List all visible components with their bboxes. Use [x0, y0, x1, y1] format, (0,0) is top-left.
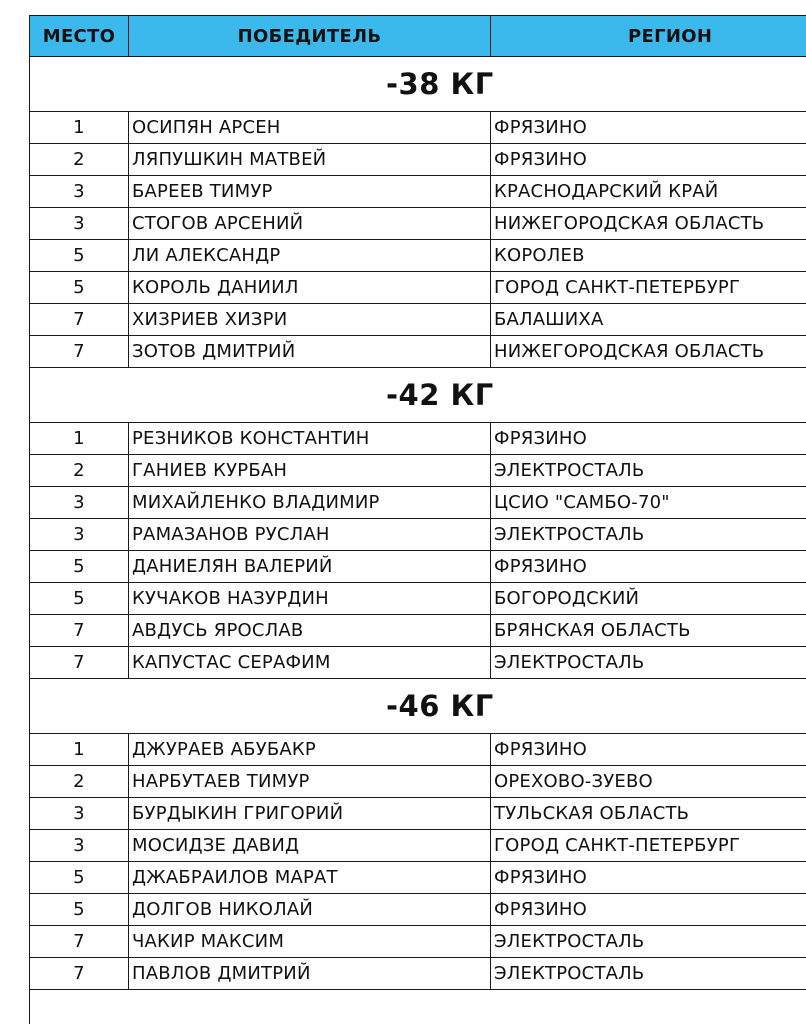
winner-cell: БУРДЫКИН ГРИГОРИЙ — [129, 798, 491, 830]
table-row — [30, 647, 806, 679]
place-cell: 3 — [30, 798, 129, 830]
region-cell: КОРОЛЕВ — [491, 240, 806, 272]
winner-cell: ДОЛГОВ НИКОЛАЙ — [129, 894, 491, 926]
table-row — [30, 830, 806, 862]
place-cell: 3 — [30, 176, 129, 208]
region-cell: КРАСНОДАРСКИЙ КРАЙ — [491, 176, 806, 208]
winner-cell: ОСИПЯН АРСЕН — [129, 112, 491, 144]
region-cell: ЭЛЕКТРОСТАЛЬ — [491, 926, 806, 958]
place-cell: 2 — [30, 766, 129, 798]
region-cell: ЭЛЕКТРОСТАЛЬ — [491, 958, 806, 990]
weight-category-row — [30, 57, 806, 112]
region-cell: БАЛАШИХА — [491, 304, 806, 336]
table-body — [30, 57, 806, 1024]
table-row — [30, 615, 806, 647]
place-cell: 7 — [30, 336, 129, 368]
place-cell: 7 — [30, 926, 129, 958]
weight-category-label: -42 КГ — [30, 368, 806, 423]
place-cell: 3 — [30, 487, 129, 519]
results-table — [29, 15, 806, 1024]
place-cell: 5 — [30, 894, 129, 926]
region-cell: ЭЛЕКТРОСТАЛЬ — [491, 647, 806, 679]
place-cell: 7 — [30, 647, 129, 679]
winner-cell: ЧАКИР МАКСИМ — [129, 926, 491, 958]
table-row — [30, 208, 806, 240]
region-cell: ЦСИО "САМБО-70" — [491, 487, 806, 519]
table-row — [30, 487, 806, 519]
region-cell: ТУЛЬСКАЯ ОБЛАСТЬ — [491, 798, 806, 830]
region-cell: НИЖЕГОРОДСКАЯ ОБЛАСТЬ — [491, 336, 806, 368]
place-cell: 1 — [30, 112, 129, 144]
table-row — [30, 336, 806, 368]
winner-cell: ДАНИЕЛЯН ВАЛЕРИЙ — [129, 551, 491, 583]
winner-cell: КАПУСТАС СЕРАФИМ — [129, 647, 491, 679]
region-cell: ФРЯЗИНО — [491, 862, 806, 894]
table-row — [30, 519, 806, 551]
winner-cell: ГАНИЕВ КУРБАН — [129, 455, 491, 487]
table-row — [30, 176, 806, 208]
table-row — [30, 112, 806, 144]
place-cell: 7 — [30, 304, 129, 336]
region-cell: ФРЯЗИНО — [491, 423, 806, 455]
place-cell: 3 — [30, 208, 129, 240]
region-cell: ГОРОД САНКТ-ПЕТЕРБУРГ — [491, 830, 806, 862]
header-place: МЕСТО — [30, 16, 129, 57]
table-row — [30, 798, 806, 830]
place-cell: 1 — [30, 734, 129, 766]
winner-cell: КОРОЛЬ ДАНИИЛ — [129, 272, 491, 304]
region-cell: ФРЯЗИНО — [491, 144, 806, 176]
winner-cell: ЛЯПУШКИН МАТВЕЙ — [129, 144, 491, 176]
place-cell: 3 — [30, 519, 129, 551]
winner-cell: МИХАЙЛЕНКО ВЛАДИМИР — [129, 487, 491, 519]
table-row — [30, 583, 806, 615]
region-cell: БРЯНСКАЯ ОБЛАСТЬ — [491, 615, 806, 647]
region-cell: НИЖЕГОРОДСКАЯ ОБЛАСТЬ — [491, 208, 806, 240]
table-row — [30, 551, 806, 583]
table-tail-row — [30, 990, 806, 1024]
winner-cell: ДЖАБРАИЛОВ МАРАТ — [129, 862, 491, 894]
winner-cell: МОСИДЗЕ ДАВИД — [129, 830, 491, 862]
winner-cell: БАРЕЕВ ТИМУР — [129, 176, 491, 208]
place-cell: 7 — [30, 615, 129, 647]
region-cell: ФРЯЗИНО — [491, 734, 806, 766]
winner-cell: АВДУСЬ ЯРОСЛАВ — [129, 615, 491, 647]
table-row — [30, 894, 806, 926]
winner-cell: ДЖУРАЕВ АБУБАКР — [129, 734, 491, 766]
place-cell: 5 — [30, 583, 129, 615]
region-cell: ЭЛЕКТРОСТАЛЬ — [491, 519, 806, 551]
weight-category-row — [30, 368, 806, 423]
weight-category-label: -38 КГ — [30, 57, 806, 112]
place-cell: 7 — [30, 958, 129, 990]
table-row — [30, 766, 806, 798]
winner-cell: РЕЗНИКОВ КОНСТАНТИН — [129, 423, 491, 455]
table-tail-cell — [30, 990, 806, 1024]
place-cell: 2 — [30, 455, 129, 487]
table-row — [30, 423, 806, 455]
table-row — [30, 862, 806, 894]
region-cell: ФРЯЗИНО — [491, 551, 806, 583]
winner-cell: ЛИ АЛЕКСАНДР — [129, 240, 491, 272]
table-row — [30, 958, 806, 990]
table-row — [30, 734, 806, 766]
winner-cell: ПАВЛОВ ДМИТРИЙ — [129, 958, 491, 990]
place-cell: 5 — [30, 240, 129, 272]
header-row — [30, 16, 806, 57]
region-cell: ФРЯЗИНО — [491, 894, 806, 926]
table-row — [30, 926, 806, 958]
header-region: РЕГИОН — [491, 16, 806, 57]
place-cell: 3 — [30, 830, 129, 862]
weight-category-row — [30, 679, 806, 734]
winner-cell: ЗОТОВ ДМИТРИЙ — [129, 336, 491, 368]
region-cell: ЭЛЕКТРОСТАЛЬ — [491, 455, 806, 487]
place-cell: 5 — [30, 272, 129, 304]
table-row — [30, 240, 806, 272]
weight-category-label: -46 КГ — [30, 679, 806, 734]
region-cell: ГОРОД САНКТ-ПЕТЕРБУРГ — [491, 272, 806, 304]
winner-cell: СТОГОВ АРСЕНИЙ — [129, 208, 491, 240]
header-winner: ПОБЕДИТЕЛЬ — [129, 16, 491, 57]
region-cell: ОРЕХОВО-ЗУЕВО — [491, 766, 806, 798]
region-cell: БОГОРОДСКИЙ — [491, 583, 806, 615]
place-cell: 1 — [30, 423, 129, 455]
place-cell: 5 — [30, 551, 129, 583]
winner-cell: ХИЗРИЕВ ХИЗРИ — [129, 304, 491, 336]
table-row — [30, 455, 806, 487]
place-cell: 5 — [30, 862, 129, 894]
table-row — [30, 304, 806, 336]
winner-cell: РАМАЗАНОВ РУСЛАН — [129, 519, 491, 551]
winner-cell: КУЧАКОВ НАЗУРДИН — [129, 583, 491, 615]
region-cell: ФРЯЗИНО — [491, 112, 806, 144]
table-header — [30, 16, 806, 57]
table-row — [30, 272, 806, 304]
table-row — [30, 144, 806, 176]
place-cell: 2 — [30, 144, 129, 176]
winner-cell: НАРБУТАЕВ ТИМУР — [129, 766, 491, 798]
